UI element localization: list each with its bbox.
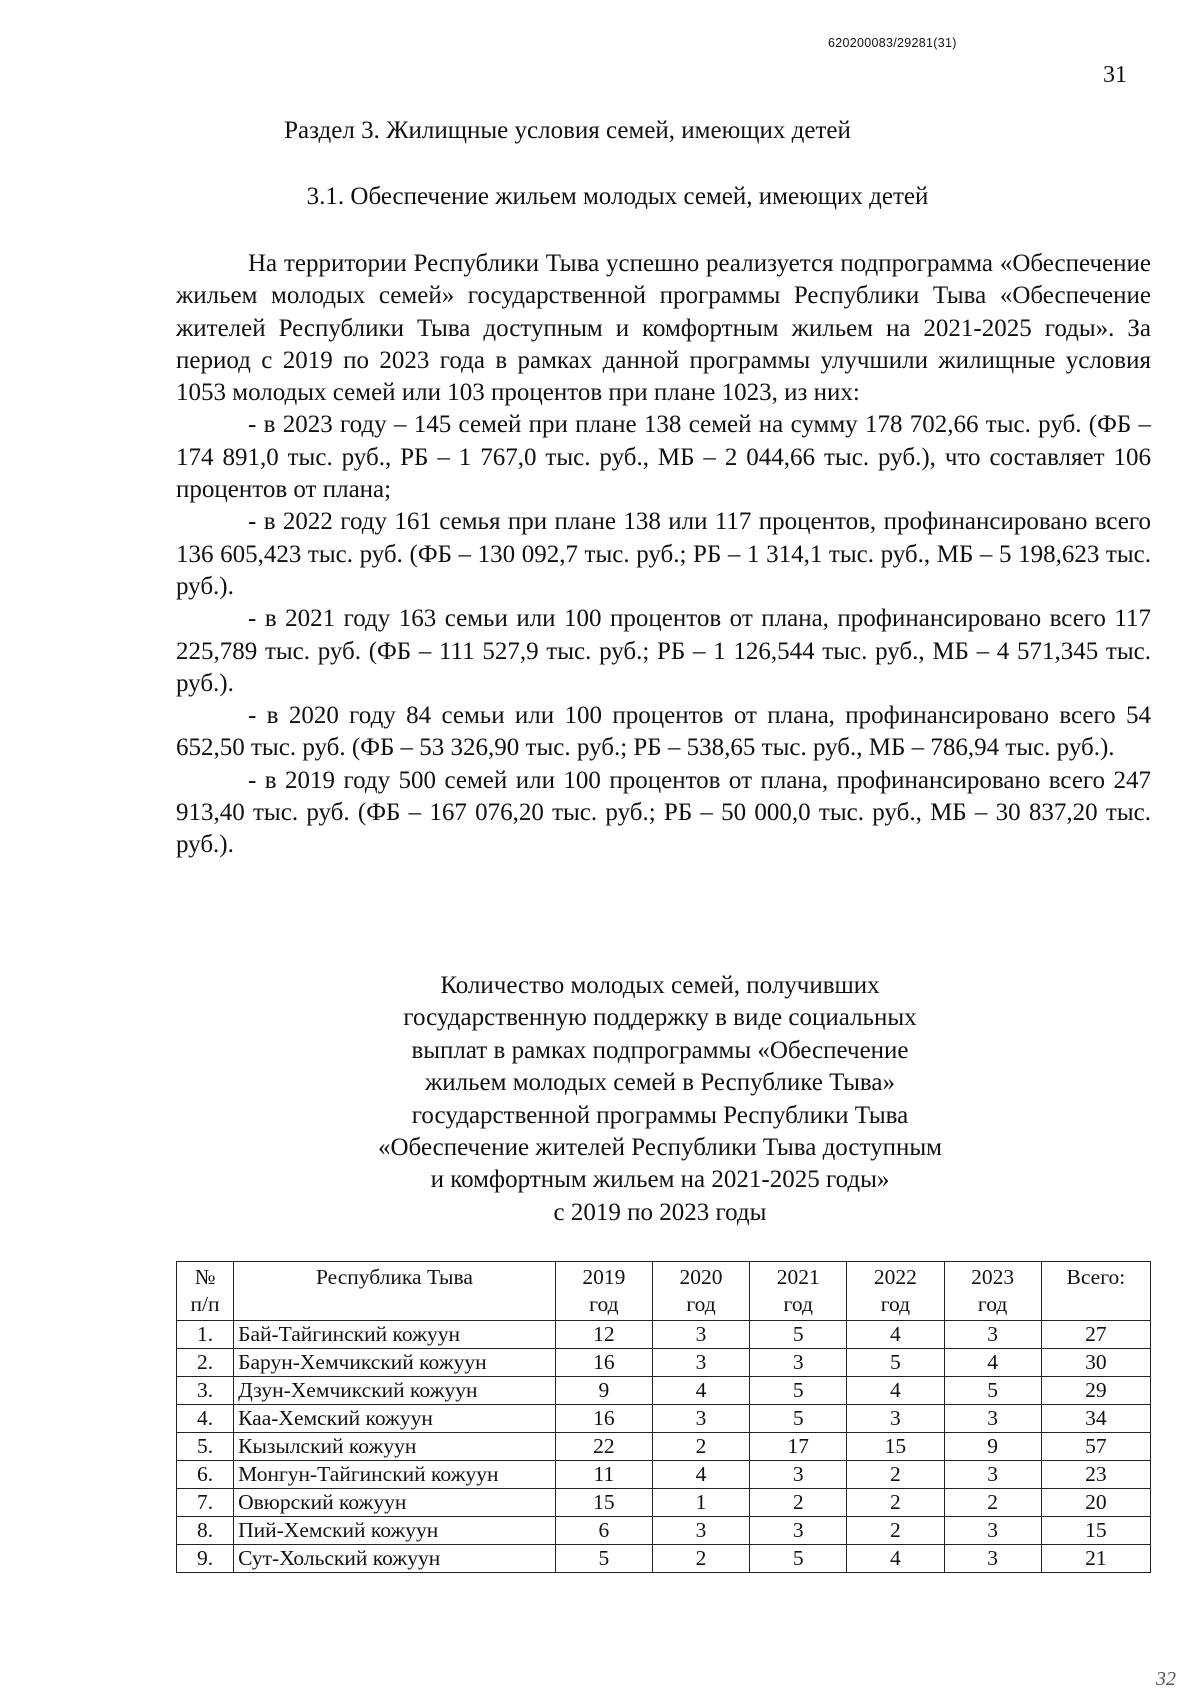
table-row: 8. Пий-Хемский кожуун 6 3 3 2 3 15	[177, 1517, 1151, 1545]
caption-line: государственную поддержку в виде социальных	[403, 1004, 917, 1032]
body-text	[176, 248, 1151, 862]
header-2021: 2021 год	[750, 1262, 847, 1321]
caption-line: с 2019 по 2023 годы	[553, 1198, 767, 1226]
table-caption	[300, 970, 1020, 1229]
table-row: 3. Дзун-Хемчикский кожуун 9 4 5 4 5 29	[177, 1377, 1151, 1405]
header-2023: 2023 год	[944, 1262, 1041, 1321]
caption-line: Количество молодых семей, получивших	[440, 972, 880, 999]
subsection-title: 3.1. Обеспечение жильем молодых семей, имеющих детей	[306, 183, 929, 210]
caption-line: и комфортным жильем на 2021-2025 годы»	[430, 1166, 890, 1194]
paragraph-2023: - в 2023 году – 145 семей при плане 138 семей на сумму 178 702,66 тыс. руб. (ФБ – 174 891,0 тыс. руб., РБ – 1 767,0 тыс. руб., МБ – 2 044,66 тыс. руб.), что составляет 106 процентов от плана;	[176, 411, 1151, 504]
paragraph-2020: - в 2020 году 84 семьи или 100 процентов от плана, профинансировано всего 54 652,50 тыс. руб. (ФБ – 53 326,90 тыс. руб.; РБ – 538,65 тыс. руб., МБ – 786,94 тыс. руб.).	[176, 702, 1151, 762]
table-row: 2. Барун-Хемчикский кожуун 16 3 3 5 4 30	[177, 1349, 1151, 1377]
table-row: 7. Овюрский кожуун 15 1 2 2 2 20	[177, 1489, 1151, 1517]
section-title: Раздел 3. Жилищные условия семей, имеющих детей	[284, 117, 851, 144]
table-row: 5. Кызылский кожуун 22 2 17 15 9 57	[177, 1433, 1151, 1461]
paragraph-2022: - в 2022 году 161 семья при плане 138 или 117 процентов, профинансировано всего 136 605,423 тыс. руб. (ФБ – 130 092,7 тыс. руб.; РБ – 1 314,1 тыс. руб., МБ – 5 198,623 тыс. руб.).	[176, 508, 1151, 600]
families-table	[176, 1261, 1151, 1573]
header-2020: 2020 год	[652, 1262, 749, 1321]
intro-paragraph: На территории Республики Тыва успешно реализуется подпрограмма «Обеспечение жильем молодых семей» государственной программы Республики Тыва «Обеспечение жителей Республики Тыва доступным и комфортным жильем на 2021-2025 годы». За период с 2019 по 2023 года в рамках данной программы улучшили жилищные условия 1053 молодых семей или 103 процентов при плане 1023, из них:	[176, 250, 1151, 407]
caption-line: выплат в рамках подпрограммы «Обеспечение	[411, 1036, 909, 1064]
page-number: 31	[1103, 62, 1127, 88]
table-header-row	[177, 1262, 1151, 1321]
table-row: 9. Сут-Хольский кожуун 5 2 5 4 3 21	[177, 1545, 1151, 1573]
document-id: 620200083/29281(31)	[828, 36, 957, 50]
header-name: Республика Тыва	[234, 1262, 556, 1321]
caption-line: жильем молодых семей в Республике Тыва»	[425, 1069, 895, 1097]
header-total: Всего:	[1041, 1262, 1150, 1321]
caption-line: «Обеспечение жителей Республики Тыва доступным	[378, 1134, 942, 1162]
table-row: 1. Бай-Тайгинский кожуун 12 3 5 4 3 27	[177, 1321, 1151, 1349]
header-2022: 2022 год	[847, 1262, 944, 1321]
header-2019: 2019 год	[555, 1262, 652, 1321]
table-row: 6. Монгун-Тайгинский кожуун 11 4 3 2 3 23	[177, 1461, 1151, 1489]
paragraph-2019: - в 2019 году 500 семей или 100 процентов от плана, профинансировано всего 247 913,40 тыс. руб. (ФБ – 167 076,20 тыс. руб.; РБ – 50 000,0 тыс. руб., МБ – 30 837,20 тыс. руб.).	[176, 766, 1151, 859]
paragraph-2021: - в 2021 году 163 семьи или 100 процентов от плана, профинансировано всего 117 225,789 тыс. руб. (ФБ – 111 527,9 тыс. руб.; РБ – 1 126,544 тыс. руб., МБ – 4 571,345 тыс. руб.).	[176, 605, 1151, 697]
handwritten-page-mark: 32	[1156, 1668, 1176, 1690]
table-row: 4. Каа-Хемский кожуун 16 3 5 3 3 34	[177, 1405, 1151, 1433]
header-num: № п/п	[177, 1262, 234, 1321]
caption-line: государственной программы Республики Тыва	[411, 1101, 909, 1129]
